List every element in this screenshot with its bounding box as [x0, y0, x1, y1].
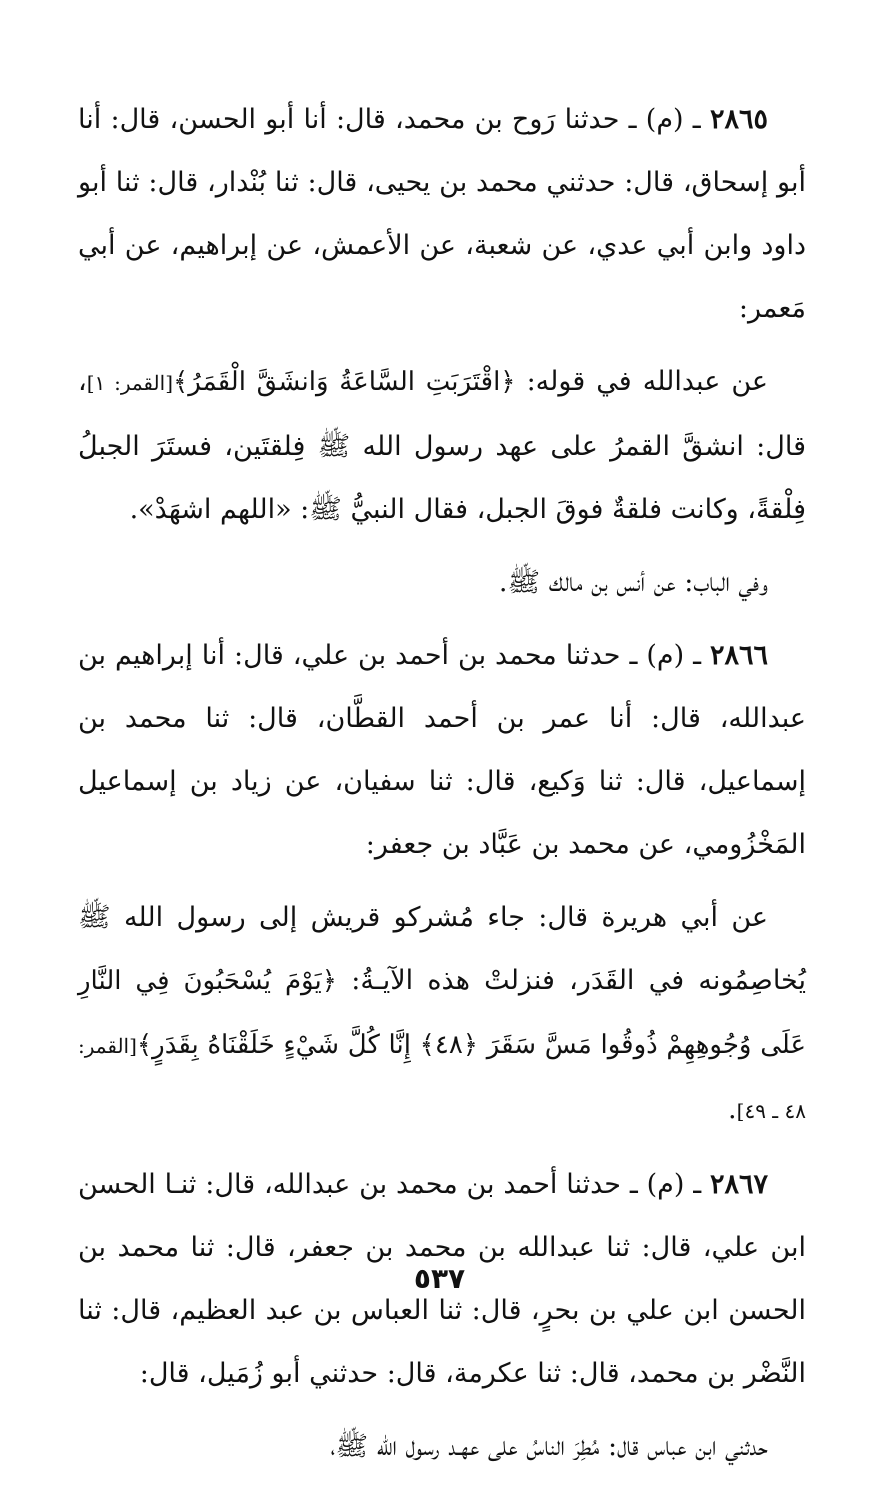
quran-reference: [القمر: ٤٨ ـ ٤٩]: [78, 1034, 806, 1123]
hadith-number: ٢٨٦٧: [709, 1169, 768, 1200]
quran-reference: [القمر: ١]: [86, 371, 174, 395]
hadith-mark: ـ (م) ـ: [628, 104, 701, 135]
hadith-note: [78, 551, 806, 614]
matn-rest: ، قال: انشقَّ القمرُ على عهد رسول الله ﷺ فِلقتَين، فستَرَ الجبلُ فِلْقةً، وكانت فلقةٌ فوقَ الجبل، فقال النبيُّ ﷺ: «اللهم اشهَدْ».: [78, 366, 806, 525]
hadith-isnad: [78, 624, 806, 876]
hadith-matn: [78, 350, 806, 541]
hadith-mark: ـ (م) ـ: [629, 640, 701, 671]
matn-rest: .: [728, 1094, 737, 1125]
hadith-mark: ـ (م) ـ: [629, 1169, 702, 1200]
note-text: وفي الباب: عن أنس بن مالك ﷺ.: [498, 567, 768, 598]
page-number: ٥٣٧: [413, 1262, 466, 1295]
matn-start: عن أبي هريرة قال: جاء مُشركو قريش إلى رسول الله ﷺ يُخاصِمُونه في القَدَر، فنزلتْ هذه الآيـةُ:: [78, 902, 806, 996]
isnad-text: حدثنا محمد بن أحمد بن علي، قال: أنا إبراهيم بن عبدالله، قال: أنا عمر بن أحمد القطَّان، قال: ثنا محمد بن إسماعيل، قال: ثنا وَكيع، قال: ثنا سفيان، عن زياد بن إسماعيل المَخْزُومي، عن محمد بن عَبَّاد بن جعفر:: [78, 640, 806, 860]
hadith-matn: [78, 1415, 806, 1478]
hadith-isnad: [78, 88, 806, 340]
quran-verse: ﴿اقْتَرَبَتِ السَّاعَةُ وَانشَقَّ الْقَمَرُ﴾: [173, 367, 516, 397]
hadith-number: ٢٨٦٥: [709, 104, 768, 135]
hadith-matn: [78, 886, 806, 1143]
quran-verse: ﴿يَوْمَ يُسْحَبُونَ فِي النَّارِ عَلَى وُجُوهِهِمْ ذُوقُوا مَسَّ سَقَرَ ﴿٤٨﴾ إِنَّا كُلَّ شَيْءٍ خَلَقْنَاهُ بِقَدَرٍ﴾: [78, 966, 806, 1060]
hadith-number: ٢٨٦٦: [709, 640, 768, 671]
isnad-text: حدثنا أحمد بن محمد بن عبدالله، قال: ثنـا الحسن ابن علي، قال: ثنا عبدالله بن محمد بن جعفر، قال: ثنا محمد بن الحسن ابن علي بن بحرٍ، قال: ثنا العباس بن عبد العظيم، قال: ثنا النَّضْر بن محمد، قال: ثنا عكرمة، قال: حدثني أبو زُمَيل، قال:: [78, 1169, 806, 1389]
isnad-text: حدثنا رَوح بن محمد، قال: أنا أبو الحسن، قال: أنا أبو إسحاق، قال: حدثني محمد بن يحيى، قال: ثنا بُنْدار، قال: ثنا أبو داود وابن أبي عدي، عن شعبة، عن الأعمش، عن إبراهيم، عن أبي مَعمر:: [78, 104, 806, 324]
matn-start: عن عبدالله في قوله:: [515, 366, 769, 397]
matn-start: حدثني ابن عباس قال: مُطِرَ الناسُ على عهـد رسول الله ﷺ،: [330, 1431, 768, 1462]
